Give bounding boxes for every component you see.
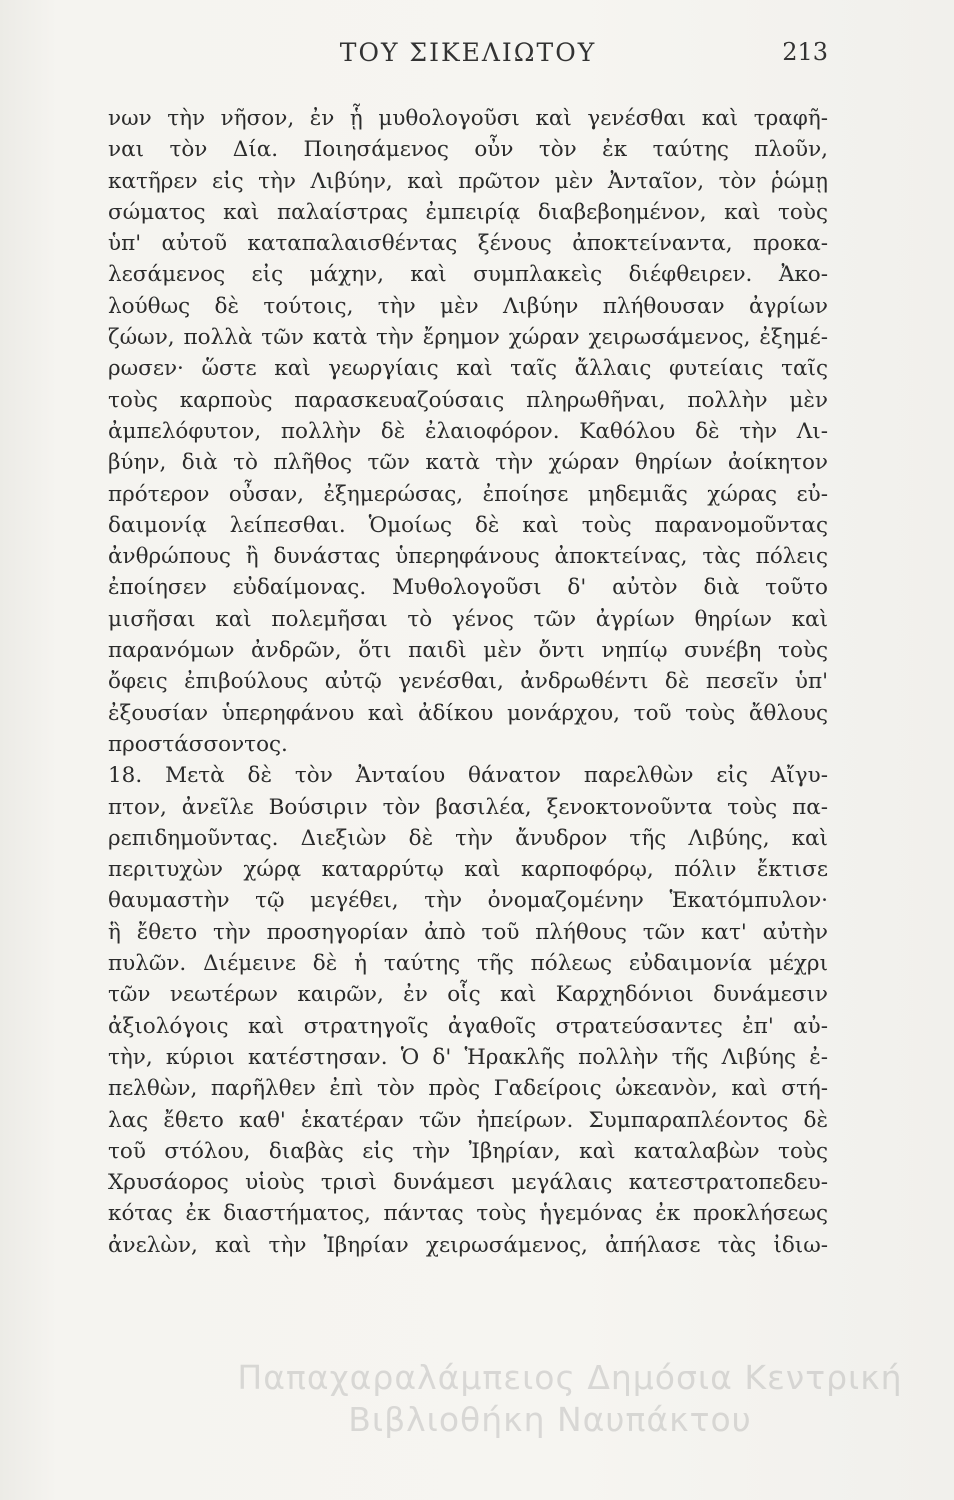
text-line: ἀξιολόγοις καὶ στρατηγοῖς ἀγαθοῖς στρατεύσαντες ἐπ' αὐ- [108, 1013, 828, 1039]
text-line: πελθὼν, παρῆλθεν ἐπὶ τὸν πρὸς Γαδείροις ὠκεανὸν, καὶ στή- [108, 1076, 828, 1102]
text-line: πυλῶν. Διέμεινε δὲ ἡ ταύτης τῆς πόλεως εὐδαιμονία μέχρι [108, 951, 828, 977]
text-line: μισῆσαι καὶ πολεμῆσαι τὸ γένος τῶν ἀγρίων θηρίων καὶ [108, 606, 828, 632]
running-title: ΤΟΥ ΣΙΚΕΛΙΩΤΟΥ [339, 38, 597, 67]
watermark-line-1: Παπαχαραλάμπειος Δημόσια Κεντρική [237, 1358, 903, 1397]
watermark-line-2: Βιβλιοθήκη Ναυπάκτου [348, 1400, 752, 1439]
page-number: 213 [782, 38, 828, 66]
text-line: νων τὴν νῆσον, ἐν ᾗ μυθολογοῦσι καὶ γενέσθαι καὶ τραφῆ- [108, 106, 828, 131]
text-line: ρεπιδημοῦντας. Διεξιὼν δὲ τὴν ἄνυδρον τῆς Λιβύης, καὶ [108, 825, 828, 851]
text-line: περιτυχὼν χώρᾳ καταρρύτῳ καὶ καρποφόρῳ, πόλιν ἔκτισε [108, 857, 828, 883]
text-line: κατῆρεν εἰς τὴν Λιβύην, καὶ πρῶτον μὲν Ἀνταῖον, τὸν ῥώμῃ [108, 168, 828, 194]
text-line: ὑπ' αὐτοῦ καταπαλαισθέντας ξένους ἀποκτείναντα, προκα- [108, 231, 828, 257]
text-line: ὄφεις ἐπιβούλους αὐτῷ γενέσθαι, ἀνδρωθέντι δὲ πεσεῖν ὑπ' [108, 669, 828, 695]
text-line: ἀνελὼν, καὶ τὴν Ἰβηρίαν χειρωσάμενος, ἀπήλασε τὰς ἰδιω- [108, 1232, 828, 1258]
text-line: λεσάμενος εἰς μάχην, καὶ συμπλακεὶς διέφθειρεν. Ἀκο- [108, 262, 828, 288]
text-line: ἐξουσίαν ὑπερηφάνου καὶ ἀδίκου μονάρχου, τοῦ τοὺς ἄθλους [108, 700, 828, 726]
text-line: προστάσσοντος. [108, 731, 288, 757]
text-line: τοῦ στόλου, διαβὰς εἰς τὴν Ἰβηρίαν, καὶ καταλαβὼν τοὺς [108, 1138, 828, 1164]
text-line: δαιμονίᾳ λείπεσθαι. Ὁμοίως δὲ καὶ τοὺς παρανομοῦντας [108, 512, 828, 538]
running-head [108, 38, 828, 78]
text-line: λούθως δὲ τούτοις, τὴν μὲν Λιβύην πλήθουσαν ἀγρίων [108, 293, 828, 319]
text-line: πτον, ἀνεῖλε Βούσιριν τὸν βασιλέα, ξενοκτονοῦντα τοὺς πα- [108, 794, 828, 820]
text-line: Χρυσάορος υἱοὺς τρισὶ δυνάμεσι μεγάλαις κατεστρατοπεδευ- [108, 1170, 828, 1196]
text-line: πρότερον οὖσαν, ἐξημερώσας, ἐποίησε μηδεμιᾶς χώρας εὐ- [108, 481, 828, 507]
text-line: παρανόμων ἀνδρῶν, ὅτι παιδὶ μὲν ὄντι νηπίῳ συνέβη τοὺς [108, 638, 828, 664]
text-line: βύην, διὰ τὸ πλῆθος τῶν κατὰ τὴν χώραν θηρίων ἀοίκητον [108, 450, 828, 476]
text-line: τὴν, κύριοι κατέστησαν. Ὁ δ' Ἡρακλῆς πολλὴν τῆς Λιβύης ἐ- [108, 1044, 828, 1070]
text-line: τῶν νεωτέρων καιρῶν, ἐν οἷς καὶ Καρχηδόνιοι δυνάμεσιν [108, 982, 828, 1008]
body-text [108, 103, 828, 1261]
text-line: λας ἔθετο καθ' ἑκατέραν τῶν ἠπείρων. Συμπαραπλέοντος δὲ [108, 1107, 828, 1133]
text-line: κότας ἐκ διαστήματος, πάντας τοὺς ἡγεμόνας ἐκ προκλήσεως [108, 1201, 828, 1227]
text-line: θαυμαστὴν τῷ μεγέθει, τὴν ὀνομαζομένην Ἑκατόμπυλον· [108, 888, 828, 914]
text-line: ἀμπελόφυτον, πολλὴν δὲ ἐλαιοφόρον. Καθόλου δὲ τὴν Λι- [108, 418, 828, 444]
text-line: ρωσεν· ὥστε καὶ γεωργίαις καὶ ταῖς ἄλλαις φυτείαις ταῖς [108, 356, 828, 382]
text-line: τοὺς καρποὺς παρασκευαζούσαις πληρωθῆναι, πολλὴν μὲν [108, 387, 828, 413]
text-line: 18. Μετὰ δὲ τὸν Ἀνταίου θάνατον παρελθὼν εἰς Αἴγυ- [108, 763, 828, 789]
text-line: ἐποίησεν εὐδαίμονας. Μυθολογοῦσι δ' αὐτὸν διὰ τοῦτο [108, 575, 828, 601]
text-line: ἀνθρώπους ἢ δυνάστας ὑπερηφάνους ἀποκτείνας, τὰς πόλεις [108, 544, 828, 570]
text-line: ναι τὸν Δία. Ποιησάμενος οὖν τὸν ἐκ ταύτης πλοῦν, [108, 137, 828, 163]
text-line: ζώων, πολλὰ τῶν κατὰ τὴν ἔρημον χώραν χειρωσάμενος, ἐξημέ- [108, 325, 828, 351]
text-line: ἣ ἔθετο τὴν προσηγορίαν ἀπὸ τοῦ πλήθους τῶν κατ' αὐτὴν [108, 919, 828, 945]
text-line: σώματος καὶ παλαίστρας ἐμπειρίᾳ διαβεβοημένον, καὶ τοὺς [108, 199, 828, 225]
